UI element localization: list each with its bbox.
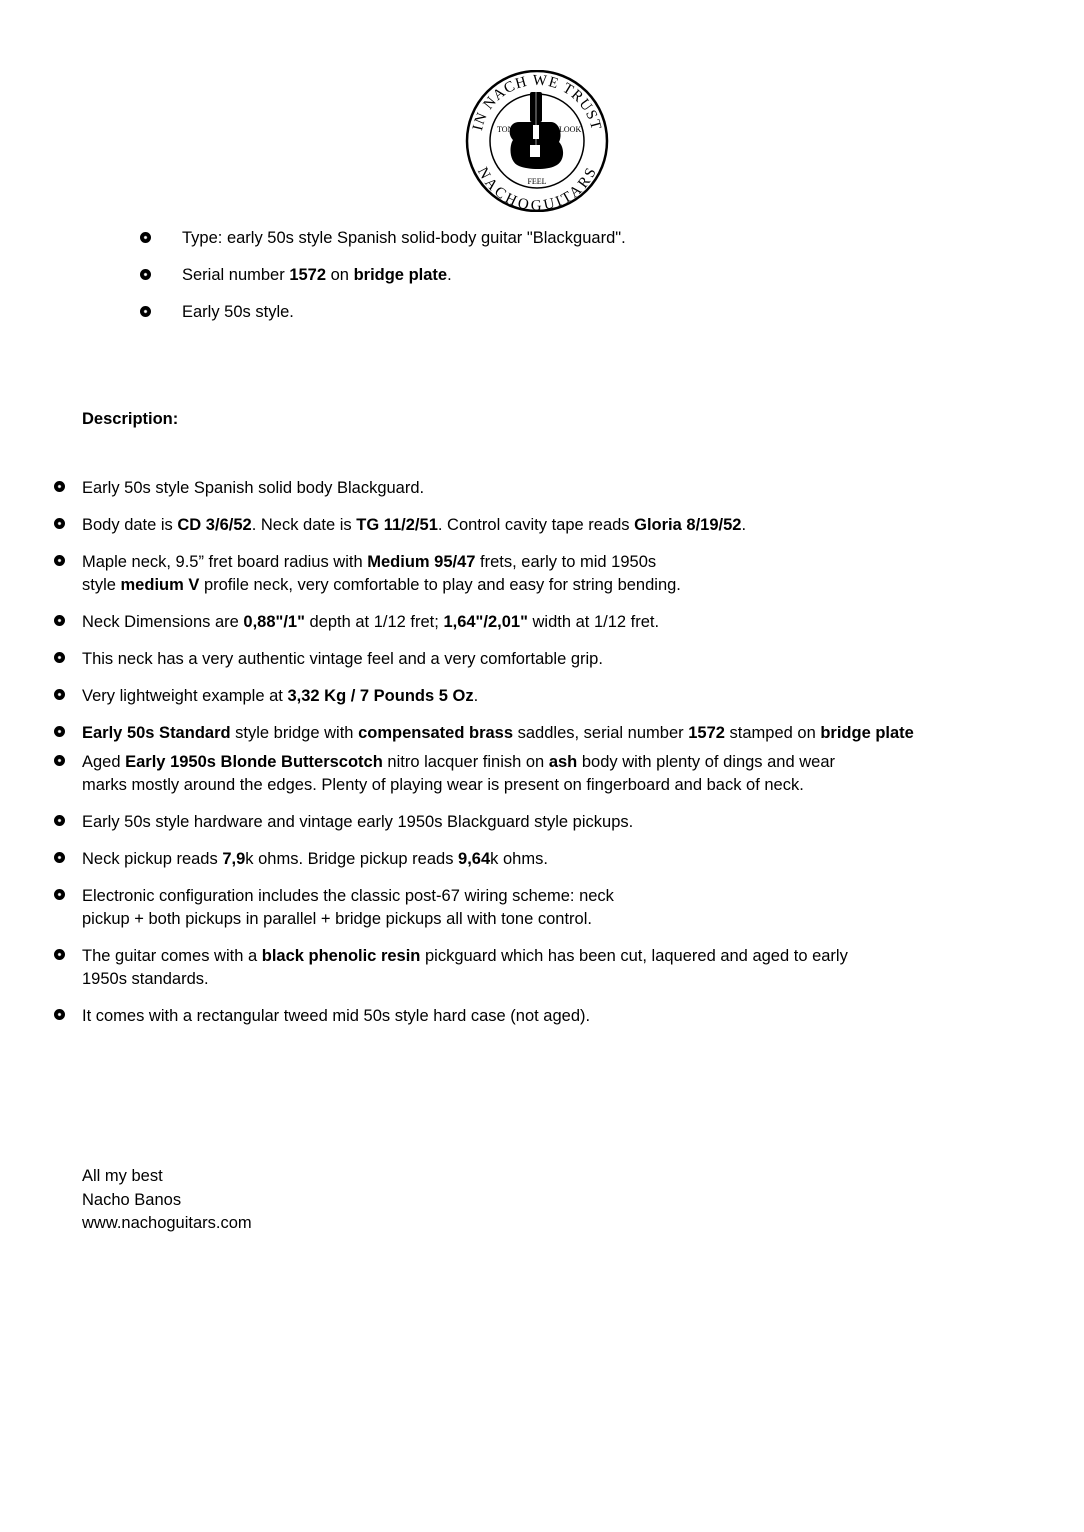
list-item: Aged Early 1950s Blonde Butterscotch nitro lacquer finish on ash body with plenty of dings and wear marks mostly around the edges. Plenty of playing wear is present on fingerboard and back of neck.	[54, 751, 1064, 797]
bullet-icon	[54, 481, 65, 492]
list-item: Early 50s style Spanish solid body Blackguard.	[54, 477, 1064, 500]
bullet-icon	[54, 815, 65, 826]
list-item: This neck has a very authentic vintage feel and a very comfortable grip.	[54, 648, 1064, 671]
bullet-icon	[54, 652, 65, 663]
bullet-icon	[54, 555, 65, 566]
list-item: Maple neck, 9.5” fret board radius with Medium 95/47 frets, early to mid 1950s style medium V profile neck, very comfortable to play and easy for string bending.	[54, 551, 1064, 597]
logo-bottom-arc: NACHOGUITARS	[474, 164, 600, 212]
list-item: Body date is CD 3/6/52. Neck date is TG 11/2/51. Control cavity tape reads Gloria 8/19/52.	[54, 514, 1064, 537]
author-name: Nacho Banos	[82, 1190, 182, 1209]
bullet-icon	[54, 755, 65, 766]
logo-top-arc: IN NACH WE TRUST	[470, 72, 604, 133]
bullet-icon	[140, 306, 151, 317]
list-item: The guitar comes with a black phenolic resin pickguard which has been cut, laquered and aged to early 1950s standards.	[54, 945, 1064, 991]
bullet-icon	[140, 232, 151, 243]
list-item: Neck pickup reads 7,9k ohms. Bridge pickup reads 9,64k ohms.	[54, 848, 1064, 871]
bullet-icon	[54, 689, 65, 700]
bullet-icon	[54, 518, 65, 529]
bullet-icon	[54, 852, 65, 863]
list-item: Very lightweight example at 3,32 Kg / 7 Pounds 5 Oz.	[54, 685, 1064, 708]
bullet-icon	[54, 1009, 65, 1020]
bullet-icon	[54, 615, 65, 626]
list-item: Electronic configuration includes the classic post-67 wiring scheme: neck pickup + both pickups in parallel + bridge pickups all with tone control.	[54, 885, 1064, 931]
website-link[interactable]: www.nachoguitars.com	[82, 1214, 252, 1232]
bullet-icon	[54, 949, 65, 960]
bullet-icon	[54, 726, 65, 737]
list-item: It comes with a rectangular tweed mid 50s style hard case (not aged).	[54, 1005, 1064, 1028]
summary-list	[140, 228, 626, 339]
logo-tone-label: TONE	[497, 125, 519, 134]
list-item: Neck Dimensions are 0,88"/1" depth at 1/12 fret; 1,64"/2,01" width at 1/12 fret.	[54, 611, 1064, 634]
list-item: Type: early 50s style Spanish solid-body guitar "Blackguard".	[140, 228, 626, 248]
description-heading: Description:	[82, 410, 179, 428]
logo-look-label: LOOK	[559, 125, 582, 134]
closing-text: All my best	[82, 1167, 163, 1185]
list-item: Early 50s Standard style bridge with compensated brass saddles, serial number 1572 stamped on bridge plate	[54, 722, 1064, 745]
list-item: Serial number 1572 on bridge plate.	[140, 265, 626, 285]
bullet-icon	[54, 889, 65, 900]
nachoguitars-logo	[459, 70, 615, 212]
list-item: Early 50s style hardware and vintage early 1950s Blackguard style pickups.	[54, 811, 1064, 834]
list-item: Early 50s style.	[140, 302, 626, 322]
description-list	[54, 477, 1064, 1042]
logo-feel-label: FEEL	[527, 177, 547, 186]
signature-block	[82, 1165, 252, 1236]
bullet-icon	[140, 269, 151, 280]
